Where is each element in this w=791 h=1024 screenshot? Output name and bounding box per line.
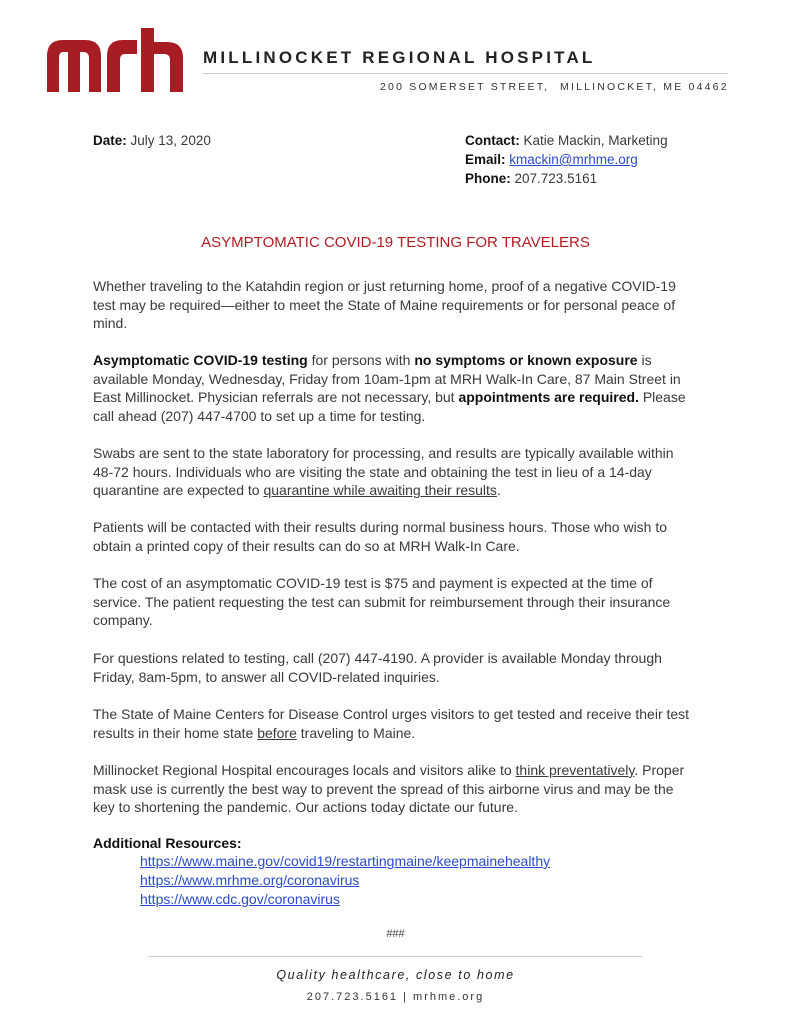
paragraph-7-text <box>93 705 695 742</box>
footer-tagline: Quality healthcare, close to home <box>276 968 515 982</box>
paragraph-4-text: Patients will be contacted with their results during normal business hours. Those who wish to obtain a printed copy of their results can do so at MRH Walk-In Care. <box>93 519 668 554</box>
paragraph-3 <box>93 444 695 500</box>
p2-bold-appointments: appointments are required. <box>458 389 639 406</box>
contact-block <box>465 131 668 188</box>
header-divider <box>203 73 728 74</box>
p2-text-f: Please call ahead (207) 447-4700 to set up a time for testing. <box>93 389 686 424</box>
paragraph-3-text <box>93 444 695 500</box>
mrh-logo-icon <box>45 26 185 94</box>
resource-link-mrhme[interactable]: https://www.mrhme.org/coronavirus <box>140 872 360 888</box>
address-street: 200 SOMERSET STREET, <box>380 81 550 93</box>
p7-underline-before: before <box>257 724 297 741</box>
phone-line <box>465 169 668 188</box>
footer-divider <box>148 956 642 957</box>
hospital-name: MILLINOCKET REGIONAL HOSPITAL <box>203 48 596 67</box>
paragraph-8-text <box>93 761 695 817</box>
date-value: July 13, 2020 <box>130 133 211 148</box>
resources-list <box>140 852 550 909</box>
phone-value: 207.723.5161 <box>514 171 598 186</box>
p7-text-c: traveling to Maine. <box>296 724 416 741</box>
paragraph-6-text: For questions related to testing, call (207) 447-4190. A provider is available Monday through Friday, 8am-5pm, to answer all COVID-related inquiries. <box>93 650 662 685</box>
resource-link-cdc[interactable]: https://www.cdc.gov/coronavirus <box>140 891 340 907</box>
p8-text-a: Millinocket Regional Hospital encourages locals and visitors alike to <box>93 762 516 778</box>
end-mark: ### <box>386 928 405 940</box>
footer-contact: 207.723.5161 | mrhme.org <box>306 991 485 1003</box>
p2-text-d: is available Monday, Wednesday, Friday from 10am-1pm at MRH Walk-In Care, 87 Main Street in East Millinocket. Physician referrals are not necessary, but <box>93 352 681 406</box>
resource-link-maine[interactable]: https://www.maine.gov/covid19/restartingmaine/keepmainehealthy <box>140 853 551 869</box>
p2-text-b: for persons with <box>307 352 415 368</box>
document-title: ASYMPTOMATIC COVID-19 TESTING FOR TRAVELERS <box>201 234 590 251</box>
paragraph-6 <box>93 649 695 686</box>
p2-bold-exposure: no symptoms or known exposure <box>414 352 638 368</box>
email-link[interactable]: kmackin@mrhme.org <box>509 152 638 167</box>
paragraph-5 <box>93 574 695 630</box>
date-line <box>93 131 211 150</box>
paragraph-1-text: Whether traveling to the Katahdin region or just returning home, proof of a negative COVID-19 test may be required—either to meet the State of Maine requirements or for personal peace of mind. <box>93 278 676 332</box>
paragraph-5-text: The cost of an asymptomatic COVID-19 test is $75 and payment is expected at the time of service. The patient requesting the test can submit for reimbursement through their insurance company. <box>93 575 671 629</box>
p8-underline-think: think preventatively <box>515 762 635 778</box>
paragraph-8 <box>93 761 695 817</box>
hospital-logo <box>45 26 185 94</box>
paragraph-2-text <box>93 351 695 425</box>
contact-line <box>465 131 668 150</box>
date-label: Date: <box>93 133 127 148</box>
contact-value: Katie Mackin, Marketing <box>523 133 668 148</box>
p3-underline-quarantine: quarantine while awaiting their results <box>263 482 497 499</box>
paragraph-7 <box>93 705 695 742</box>
email-label: Email: <box>465 152 506 167</box>
phone-label: Phone: <box>465 171 511 186</box>
paragraph-2 <box>93 351 695 425</box>
p3-text-a: Swabs are sent to the state laboratory for processing, and results are typically available within 48-72 hours. Individuals who are visiting the state and obtaining the test in lieu of a 14-day quarantine are expected to <box>93 445 674 499</box>
paragraph-1 <box>93 277 695 333</box>
contact-label: Contact: <box>465 133 520 148</box>
paragraph-4 <box>93 518 695 555</box>
p3-text-c: . <box>496 482 501 499</box>
p2-bold-testing: Asymptomatic COVID-19 testing <box>93 352 308 368</box>
email-line <box>465 150 668 169</box>
address-city: MILLINOCKET, ME 04462 <box>560 81 729 93</box>
p7-text-a: The State of Maine Centers for Disease Control urges visitors to get tested and receive their test results in their home state <box>93 706 690 741</box>
resources-title: Additional Resources: <box>93 835 242 851</box>
p8-text-c: . Proper mask use is currently the best way to prevent the spread of this airborne virus and may be the key to shortening the pandemic. Our actions today dictate our future. <box>93 762 685 816</box>
